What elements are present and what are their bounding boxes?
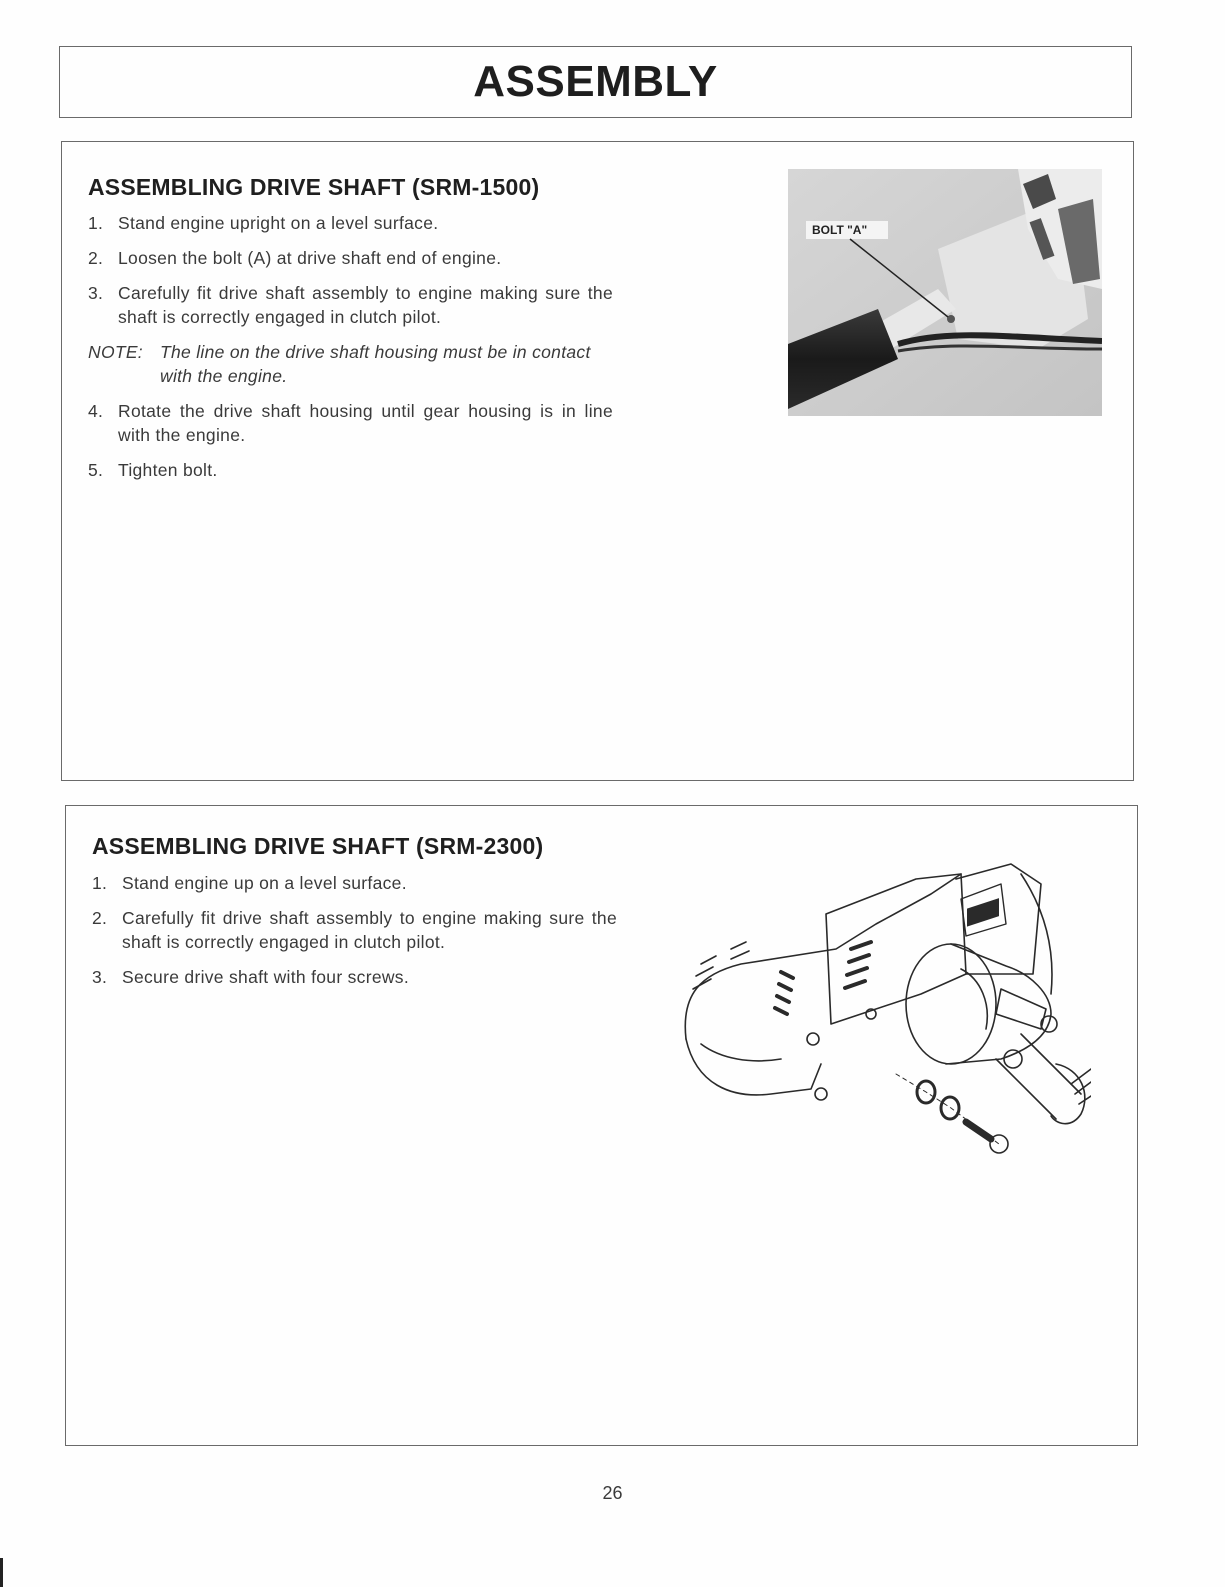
- steps-list: [92, 871, 617, 1000]
- step-item: [88, 458, 613, 482]
- step-text: Stand engine upright on a level surface.: [118, 213, 439, 233]
- title-box: [59, 46, 1132, 118]
- step-number: 1.: [88, 213, 104, 233]
- step-number: 3.: [92, 967, 108, 987]
- note: [88, 340, 613, 388]
- section-title: ASSEMBLING DRIVE SHAFT (SRM-1500): [88, 174, 540, 200]
- section-srm-2300: [65, 805, 1138, 1446]
- step-number: 1.: [92, 873, 108, 893]
- step-text: Tighten bolt.: [118, 460, 218, 480]
- section-srm-1500: [61, 141, 1134, 781]
- section-title: ASSEMBLING DRIVE SHAFT (SRM-2300): [92, 833, 544, 859]
- step-item: [92, 906, 617, 954]
- step-text: Carefully fit drive shaft assembly to engine making sure the shaft is correctly engaged in clutch pilot.: [122, 908, 617, 952]
- step-number: 3.: [88, 283, 104, 303]
- step-text: Rotate the drive shaft housing until gear housing is in line with the engine.: [118, 401, 613, 445]
- step-item: [92, 871, 617, 895]
- step-item: [88, 246, 613, 270]
- page-number: 26: [602, 1483, 623, 1503]
- note-label: NOTE:: [88, 342, 143, 362]
- step-item: [88, 399, 613, 447]
- step-number: 4.: [88, 401, 104, 421]
- step-item: [92, 965, 617, 989]
- step-item: [88, 211, 613, 235]
- edge-mark: [0, 1558, 3, 1587]
- step-number: 2.: [88, 248, 104, 268]
- bolt-a-label: BOLT "A": [812, 223, 868, 237]
- step-item: [88, 281, 613, 329]
- step-number: 5.: [88, 460, 104, 480]
- note-text: The line on the drive shaft housing must be in contact with the engine.: [160, 342, 591, 386]
- step-text: Loosen the bolt (A) at drive shaft end of engine.: [118, 248, 502, 268]
- page-title: ASSEMBLY: [473, 57, 718, 106]
- engine-photo: [788, 169, 1102, 416]
- step-text: Secure drive shaft with four screws.: [122, 967, 410, 987]
- engine-drawing: [661, 854, 1091, 1159]
- step-number: 2.: [92, 908, 108, 928]
- steps-list: [88, 211, 613, 493]
- step-text: Carefully fit drive shaft assembly to engine making sure the shaft is correctly engaged in clutch pilot.: [118, 283, 613, 327]
- step-text: Stand engine up on a level surface.: [122, 873, 407, 893]
